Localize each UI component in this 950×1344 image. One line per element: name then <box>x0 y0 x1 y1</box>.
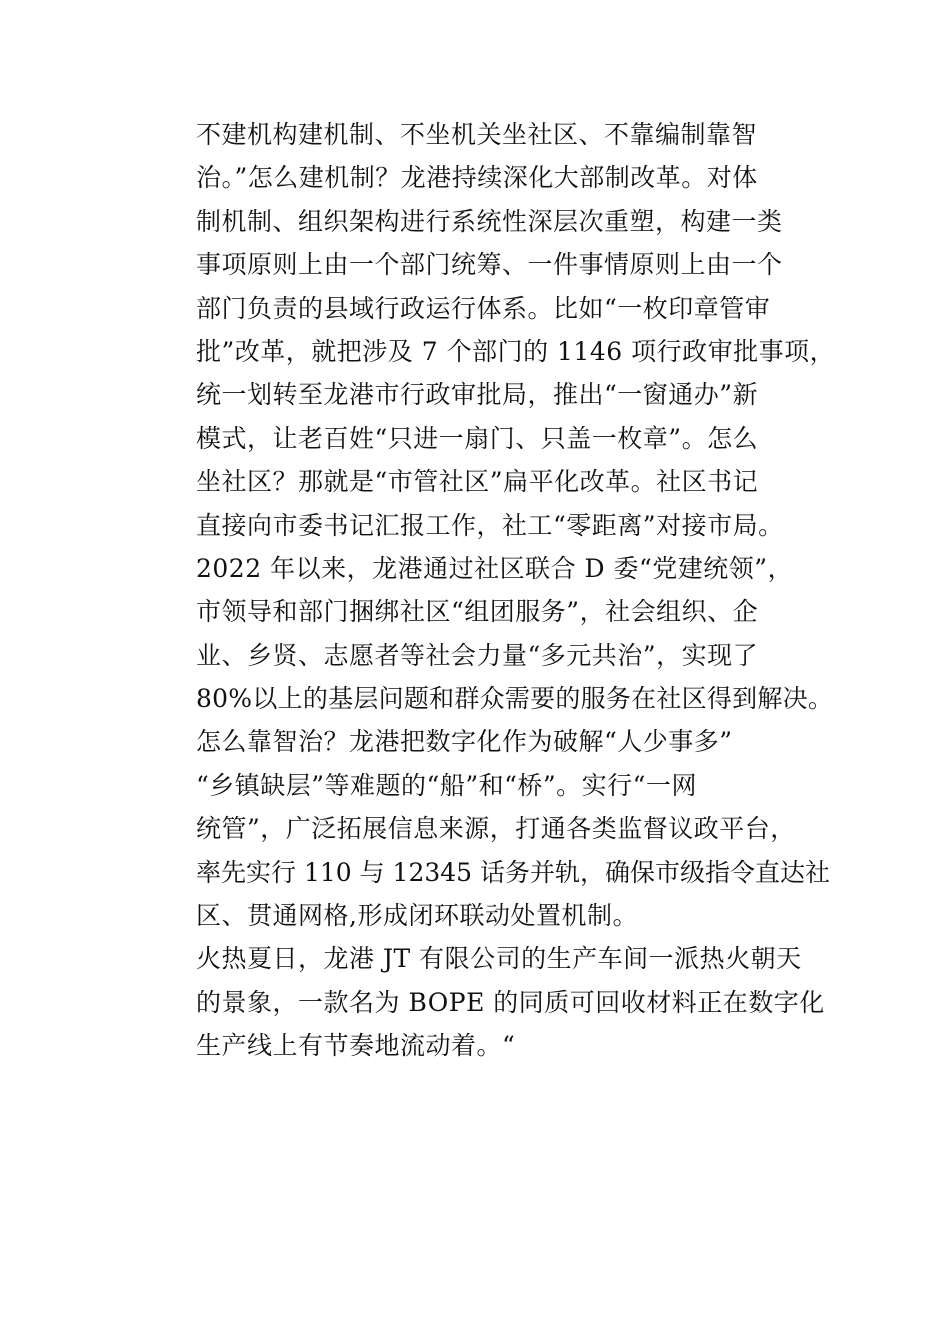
text-line: 事项原则上由一个部门统筹、一件事情原则上由一个 <box>196 250 783 280</box>
text-line: 直接向市委书记汇报工作，社工“零距离”对接市局。 <box>196 510 784 540</box>
text-line: 批”改革，就把涉及 7 个部门的 1146 项行政审批事项， <box>196 336 836 366</box>
text-line: 部门负责的县域行政运行体系。比如“一枚印章管审 <box>196 293 771 323</box>
text-line: 2022 年以来，龙港通过社区联合 D 委“党建统领”， <box>196 553 794 583</box>
text-line: 率先实行 110 与 12345 话务并轨，确保市级指令直达社 <box>196 857 831 887</box>
body-text <box>196 113 836 1068</box>
text-line: 模式，让老百姓“只进一扇门、只盖一枚章”。怎么 <box>196 423 759 453</box>
text-line: 怎么靠智治？龙港把数字化作为破解“人少事多” <box>196 727 733 757</box>
text-line: 统管”，广泛拓展信息来源，打通各类监督议政平台， <box>196 814 796 844</box>
text-line: 治。”怎么建机制？龙港持续深化大部制改革。对体 <box>196 163 758 193</box>
text-line: 统一划转至龙港市行政审批局，推出“一窗通办”新 <box>196 380 759 410</box>
text-line: 制机制、组织架构进行系统性深层次重塑，构建一类 <box>196 206 783 236</box>
text-line: “乡镇缺层”等难题的“船”和“桥”。实行“一网 <box>196 770 697 800</box>
text-line: 火热夏日，龙港 JT 有限公司的生产车间一派热火朝天 <box>196 944 802 974</box>
text-line: 80%以上的基层问题和群众需要的服务在社区得到解决。 <box>196 684 834 714</box>
text-line: 的景象，一款名为 BOPE 的同质可回收材料正在数字化 <box>196 987 825 1017</box>
text-line: 区、贯通网格,形成闭环联动处置机制。 <box>196 901 638 931</box>
text-line: 生产线上有节奏地流动着。“ <box>196 1031 516 1061</box>
text-line: 不建机构建机制、不坐机关坐社区、不靠编制靠智 <box>196 120 758 149</box>
text-line: 坐社区？那就是“市管社区”扁平化改革。社区书记 <box>196 467 759 497</box>
text-line: 业、乡贤、志愿者等社会力量“多元共治”，实现了 <box>196 640 759 670</box>
text-line: 市领导和部门捆绑社区“组团服务”，社会组织、企 <box>196 597 759 627</box>
